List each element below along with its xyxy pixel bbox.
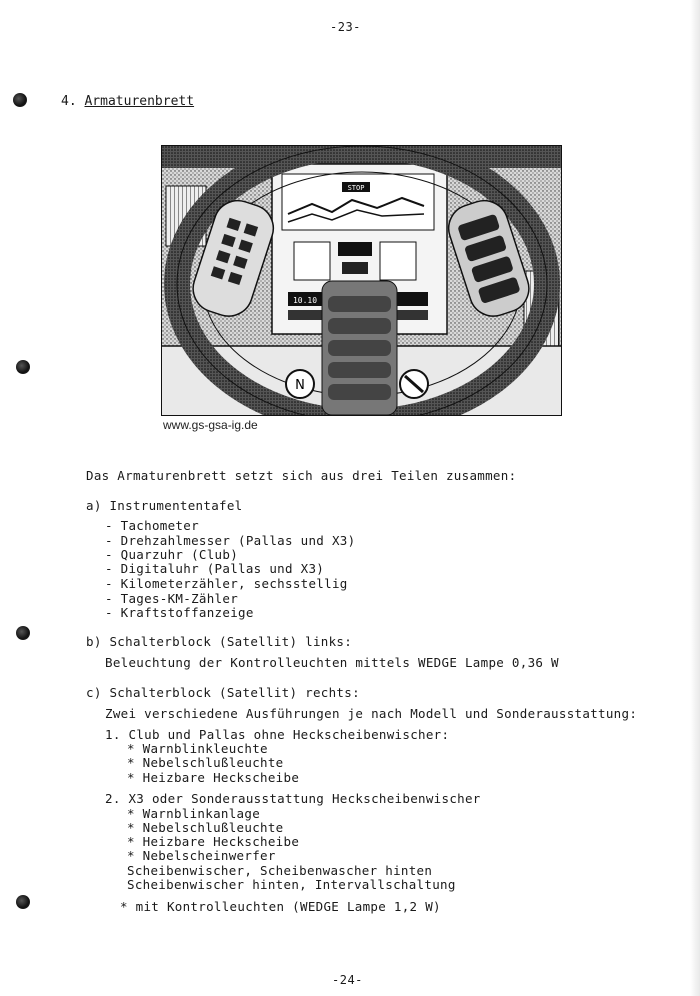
list-item: - Digitaluhr (Pallas und X3) xyxy=(105,561,325,576)
dashboard-drawing xyxy=(162,146,561,415)
list-line: Scheibenwischer, Scheibenwascher hinten xyxy=(127,863,433,878)
variant-1-label: 1. Club und Pallas ohne Heckscheibenwischer: xyxy=(105,727,450,742)
figure-caption: www.gs-gsa-ig.de xyxy=(163,418,258,432)
list-item: * Warnblinkleuchte xyxy=(127,741,268,756)
punch-hole-1 xyxy=(13,93,27,107)
clock-reading: 10.10 xyxy=(292,296,318,305)
list-item: - Quarzuhr (Club) xyxy=(105,547,239,562)
section-b-text: Beleuchtung der Kontrolleuchten mittels WEDGE Lampe 0,36 W xyxy=(105,655,559,670)
page-number-bottom: -24- xyxy=(332,973,363,987)
list-item: * Warnblinkanlage xyxy=(127,806,261,821)
dashboard-illustration xyxy=(161,145,562,416)
list-item: - Kraftstoffanzeige xyxy=(105,605,254,620)
variant-2-label: 2. X3 oder Sonderausstattung Heckscheibenwischer xyxy=(105,791,481,806)
page-edge-shadow xyxy=(690,0,700,996)
list-item: * Nebelschlußleuchte xyxy=(127,820,284,835)
lamp-note: * mit Kontrolleuchten (WEDGE Lampe 1,2 W) xyxy=(120,899,441,914)
list-item: * Nebelscheinwerfer xyxy=(127,848,276,863)
section-heading xyxy=(61,94,194,109)
section-number: 4. xyxy=(61,94,77,109)
list-item: - Tachometer xyxy=(105,518,199,533)
punch-hole-3 xyxy=(16,626,30,640)
list-item: - Tages-KM-Zähler xyxy=(105,591,239,606)
intro-text: Das Armaturenbrett setzt sich aus drei Teilen zusammen: xyxy=(86,468,517,483)
list-item: * Heizbare Heckscheibe xyxy=(127,770,300,785)
list-item: * Nebelschlußleuchte xyxy=(127,755,284,770)
punch-hole-4 xyxy=(16,895,30,909)
section-title: Armaturenbrett xyxy=(84,94,195,109)
list-item: * Heizbare Heckscheibe xyxy=(127,834,300,849)
section-a-label: a) Instrumententafel xyxy=(86,498,243,513)
list-item: - Drehzahlmesser (Pallas und X3) xyxy=(105,533,356,548)
section-b-label: b) Schalterblock (Satellit) links: xyxy=(86,634,353,649)
list-item: - Kilometerzähler, sechsstellig xyxy=(105,576,348,591)
section-c-label: c) Schalterblock (Satellit) rechts: xyxy=(86,685,360,700)
list-line: Scheibenwischer hinten, Intervallschaltung xyxy=(127,877,456,892)
punch-hole-2 xyxy=(16,360,30,374)
stop-label: STOP xyxy=(347,184,365,192)
section-c-text: Zwei verschiedene Ausführungen je nach Modell und Sonderausstattung: xyxy=(105,706,638,721)
page-number-top: -23- xyxy=(330,20,361,34)
svg-text:N: N xyxy=(295,378,305,393)
